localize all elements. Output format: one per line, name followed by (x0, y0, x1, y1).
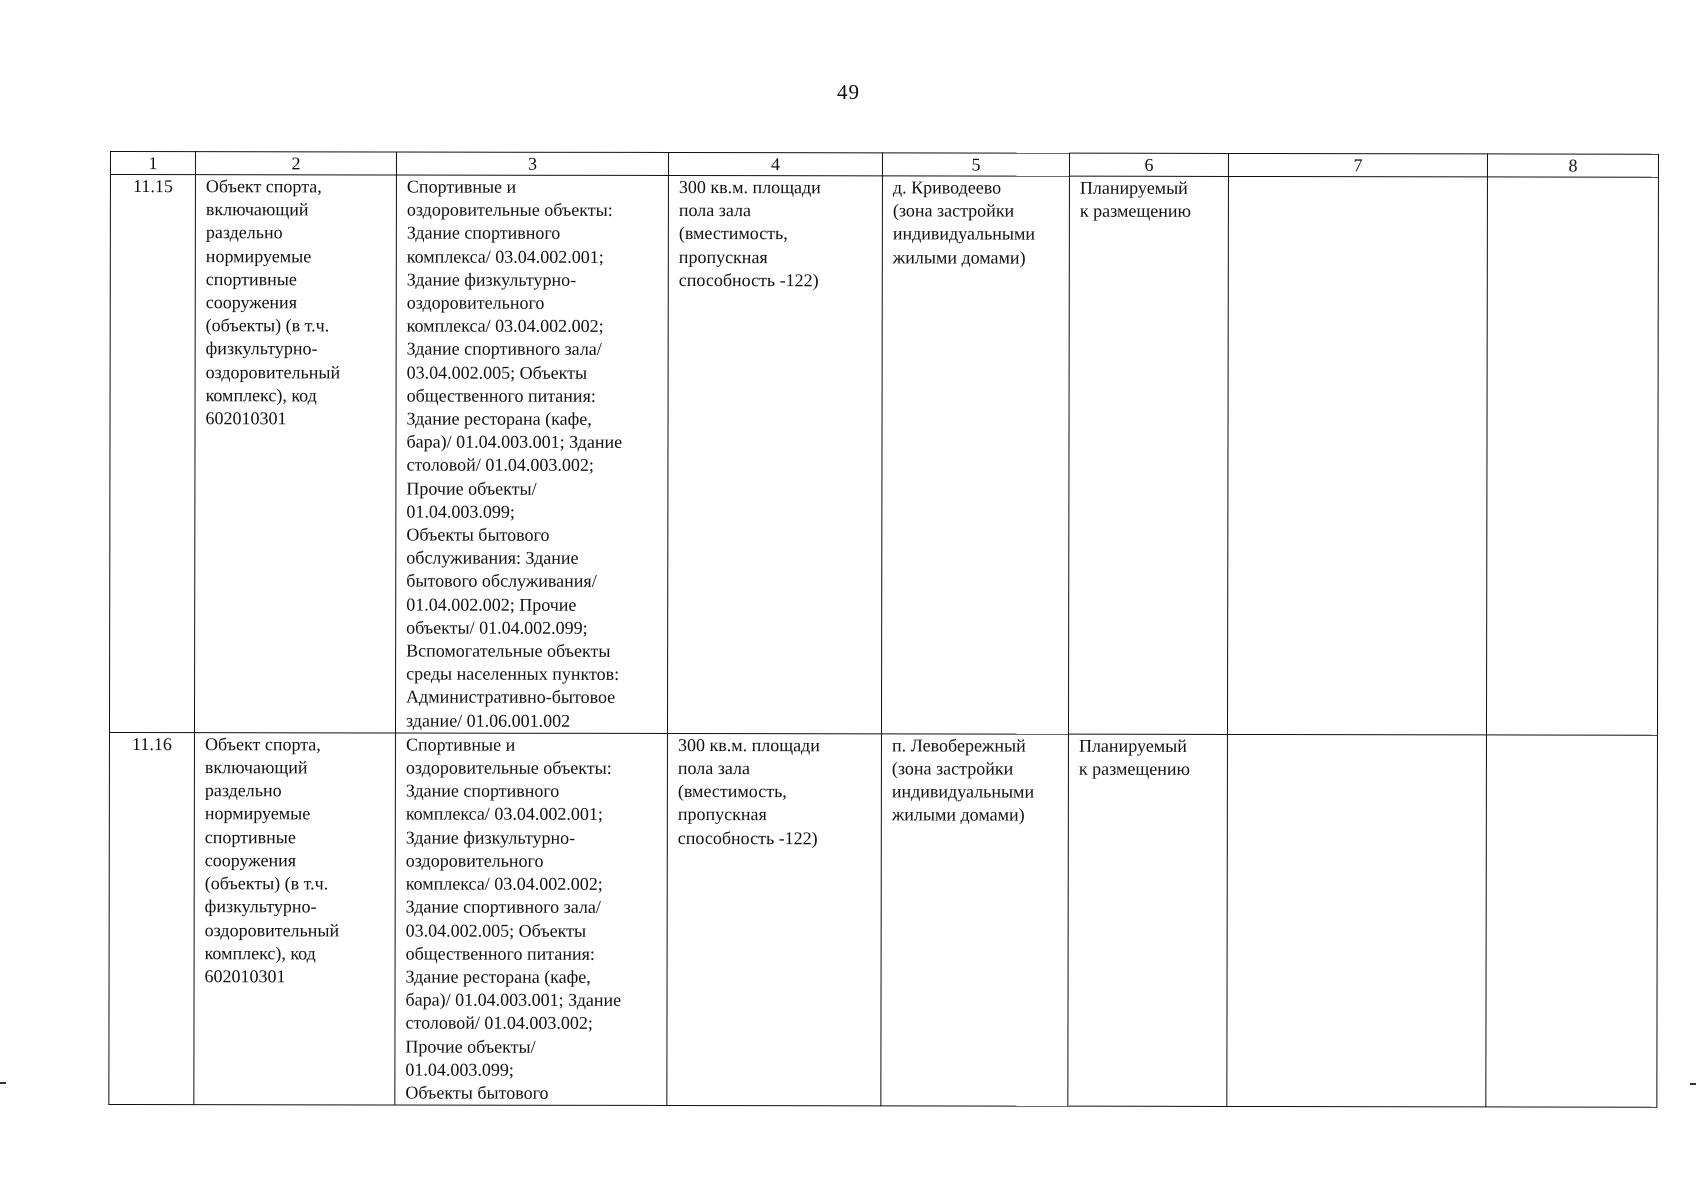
header-col-5: 5 (882, 153, 1069, 176)
col-8-cell (1486, 177, 1658, 735)
objects-table (108, 151, 1659, 1108)
header-col-7: 7 (1228, 153, 1487, 176)
object-capacity-cell: 300 кв.м. площади пола зала (вместимость, пропускная способность -122) (667, 733, 882, 1106)
col-7-cell (1227, 176, 1487, 734)
col-7-cell (1227, 734, 1487, 1107)
object-status-cell: Планируемый к размещению (1068, 176, 1228, 734)
header-row (110, 152, 1658, 178)
header-col-2: 2 (195, 152, 396, 175)
object-location-cell: п. Левобережный (зона застройки индивидуальными жилыми домами) (881, 734, 1069, 1107)
row-number: 11.16 (109, 732, 195, 1104)
scan-mark-right (1690, 1083, 1696, 1085)
table-row (109, 175, 1658, 736)
object-purpose-cell: Спортивные и оздоровительные объекты: Здание спортивного комплекса/ 03.04.002.001; Здание физкультурно- оздоровительного комплекса/ 03.04.002.002; Здание спортивного зала/ 03.04.002.005; Объекты общественного питания: Здание ресторана (кафе, бара)/ 01.04.003.001; Здание столовой/ 01.04.003.002; Прочие объекты/ 01.04.003.099; Объекты бытового обслуживания: Здание бытового обслуживания/ 01.04.002.002; Прочие объекты/ 01.04.002.099; Вспомогательные объекты среды населенных пунктов: Административно-бытовое здание/ 01.06.001.002 (395, 175, 668, 733)
header-col-4: 4 (668, 152, 882, 175)
object-location-cell: д. Криводеево (зона застройки индивидуальными жилыми домами) (881, 176, 1069, 734)
header-col-3: 3 (396, 152, 668, 175)
table-row (109, 732, 1658, 1107)
col-8-cell (1486, 735, 1658, 1108)
header-col-8: 8 (1487, 154, 1658, 177)
header-col-1: 1 (110, 152, 195, 175)
object-status-cell: Планируемый к размещению (1068, 734, 1228, 1107)
page-number: 49 (837, 80, 860, 104)
object-capacity-cell: 300 кв.м. площади пола зала (вместимость, пропускная способность -122) (667, 175, 882, 733)
scan-mark-left (0, 1082, 6, 1084)
object-name-cell: Объект спорта, включающий раздельно нормируемые спортивные сооружения (объекты) (в т.ч. физкультурно- оздоровительный комплекс), код 602010301 (194, 175, 396, 733)
object-name-cell: Объект спорта, включающий раздельно нормируемые спортивные сооружения (объекты) (в т.ч. физкультурно- оздоровительный комплекс), код 602010301 (194, 733, 396, 1106)
object-purpose-cell: Спортивные и оздоровительные объекты: Здание спортивного комплекса/ 03.04.002.001; Здание физкультурно- оздоровительного комплекса/ 03.04.002.002; Здание спортивного зала/ 03.04.002.005; Объекты общественного питания: Здание ресторана (кафе, бара)/ 01.04.003.001; Здание столовой/ 01.04.003.002; Прочие объекты/ 01.04.003.099; Объекты бытового (395, 733, 668, 1106)
header-col-6: 6 (1069, 153, 1228, 176)
row-number: 11.15 (109, 175, 195, 733)
